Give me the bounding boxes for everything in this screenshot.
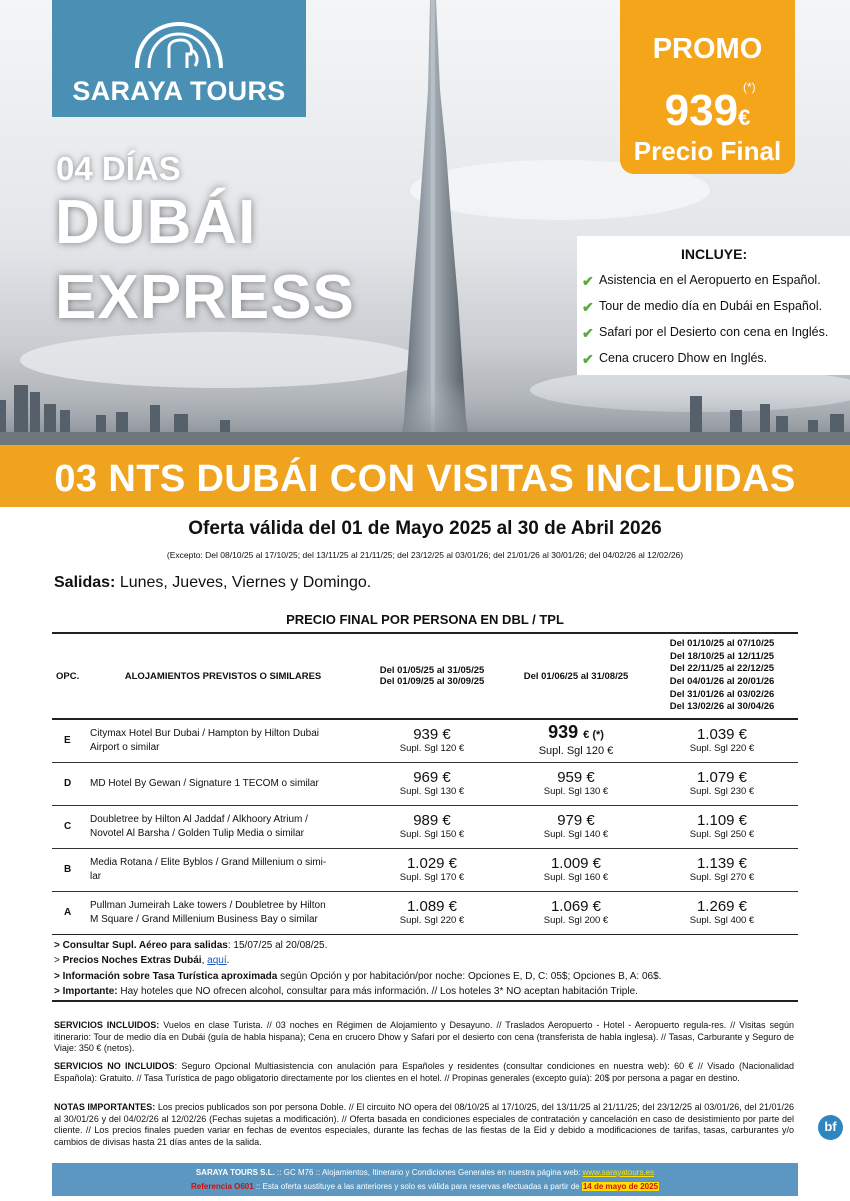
price-value: 1.069 € <box>550 898 602 915</box>
header-period2-line: Del 01/06/25 al 31/08/25 <box>523 670 629 682</box>
divider <box>52 1000 798 1002</box>
note-text: Hay hoteles que NO ofrecen alcohol, consultar para más información. // Los hoteles 3* NO aceptan habitación Triple. <box>117 985 638 997</box>
includes-item-text: Safari por el Desierto con cena en Inglés. <box>599 325 829 339</box>
departures <box>54 574 371 592</box>
note-label: > Importante: <box>54 985 118 997</box>
footer-line1 <box>52 1168 798 1177</box>
single-supplement: Supl. Sgl 220 € <box>689 743 755 755</box>
header-period1-line: Del 01/05/25 al 31/05/25 <box>379 665 485 676</box>
checkmark-icon: ✔ <box>582 351 594 367</box>
row-hotels <box>88 762 358 805</box>
price-cell <box>506 762 646 805</box>
header-period3-line: Del 13/02/26 al 30/04/26 <box>669 701 775 713</box>
tour-duration: 04 DÍAS <box>56 150 181 187</box>
price-value: 979 € <box>557 812 595 829</box>
hotel-line: Pullman Jumeirah Lake towers / Doubletree by Hilton <box>90 899 326 911</box>
includes-item <box>582 273 828 299</box>
note-label: Precios Noches Extras Dubái <box>62 955 202 967</box>
row-option: A <box>64 907 72 918</box>
header-period3-line: Del 22/11/25 al 22/12/25 <box>669 663 775 675</box>
includes-item <box>582 299 828 325</box>
important-notes <box>54 1102 794 1148</box>
includes-box <box>577 236 850 375</box>
price-value: 1.029 € <box>406 855 458 872</box>
fine-label: SERVICIOS NO INCLUIDOS <box>54 1061 175 1071</box>
services-not-included <box>54 1061 794 1084</box>
fine-text: Vuelos en clase Turista. // 03 noches en Régimen de Alojamiento y Desayuno. // Traslados Aeropuerto - Hotel - Aeropuerto regula-res. // Visitas según itinerario: Tour de medio día en Dubái (guía de habla hispana); Cena en crucero Dhow y Safari por el desierto con cena (transferista de habla inglesa). // Tasas, Carburante y Seguro de Viaje: 350 € (netos). <box>54 1020 794 1054</box>
note-end: . <box>226 955 230 967</box>
price-cell <box>358 805 506 848</box>
row-option: D <box>64 778 72 789</box>
tour-title-line1: DUBÁI <box>55 188 257 257</box>
row-hotels <box>88 848 358 891</box>
hotel-line: MD Hotel By Gewan / Signature 1 TECOM o similar <box>90 777 319 789</box>
validity-main: Oferta válida del 01 de Mayo 2025 al 30 de Abril 2026 <box>188 518 662 539</box>
hotel-line: Citymax Hotel Bur Dubai / Hampton by Hilton Dubai <box>90 727 319 739</box>
hotel-line: Airport o similar <box>90 741 160 753</box>
footer-text: :: GC M76 :: Alojamientos, Itinerario y Condiciones Generales en nuestra página web: <box>274 1168 583 1177</box>
hotel-line: Media Rotana / Elite Byblos / Grand Millenium o simi- <box>90 856 327 868</box>
checkmark-icon: ✔ <box>582 325 594 341</box>
price-value: 969 € <box>413 769 451 786</box>
footer-date: 14 de mayo de 2025 <box>582 1182 659 1191</box>
note-extra-nights <box>54 953 661 968</box>
single-supplement: Supl. Sgl 120 € <box>399 743 465 755</box>
promo-badge <box>620 0 795 174</box>
table-row <box>52 719 798 762</box>
price-table-header <box>52 633 798 719</box>
note-prefix: > <box>54 955 63 967</box>
hotel-line: M Square / Grand Millenium Business Bay o similar <box>90 913 318 925</box>
price-cell <box>646 762 798 805</box>
price-cell <box>506 891 646 934</box>
price-value: 1.109 € <box>696 812 748 829</box>
header-period3-line: Del 31/01/26 al 03/02/26 <box>669 688 775 700</box>
single-supplement: Supl. Sgl 140 € <box>543 829 609 840</box>
note-text: según Opción y por habitación/por noche: Opciones E, D, C: 05$; Opciones B, A: 06$. <box>277 970 662 982</box>
price-cell <box>646 805 798 848</box>
price-value: 939 € <box>413 726 451 744</box>
validity-exceptions: (Excepto: Del 08/10/25 al 17/10/25; del 13/11/25 al 21/11/25; del 23/12/25 al 03/01/26; del 21/01/26 al 30/01/26; del 04/02/26 al 12/02/26) <box>166 550 684 560</box>
price-cell <box>646 719 798 762</box>
price-value: 1.009 € <box>550 855 602 872</box>
single-supplement: Supl. Sgl 160 € <box>543 872 609 883</box>
header-period1 <box>358 633 506 719</box>
checkmark-icon: ✔ <box>582 273 594 289</box>
price-value: 1.139 € <box>696 855 748 872</box>
row-hotels <box>88 891 358 934</box>
includes-item-text: Cena crucero Dhow en Inglés. <box>599 351 768 365</box>
header-period3-line: Del 04/01/26 al 20/01/26 <box>669 676 775 687</box>
extra-nights-link[interactable]: aquí <box>207 955 227 967</box>
single-supplement: Supl. Sgl 230 € <box>689 786 755 797</box>
price-cell <box>646 891 798 934</box>
price-cell <box>358 719 506 762</box>
note-air-supplement <box>54 938 661 953</box>
price-cell <box>506 805 646 848</box>
notes-list <box>54 938 661 999</box>
footer-text: :: Esta oferta sustituye a las anteriores y solo es válida para reservas efectuadas a partir de <box>253 1182 582 1191</box>
fine-text: : Seguro Opcional Multiasistencia con anulación para Españoles y residentes (consultar condiciones en nuestra web): 60 € // Visado (Nacionalidad Española): Gratuito. // Tasa Turística de pago obligatorio directamente por los clientes en el hotel. // Propinas generales (excepto guía): 20$ por persona a pagar en destino. <box>54 1061 794 1083</box>
footer-company: SARAYA TOURS S.L. <box>195 1168 275 1177</box>
includes-item-text: Tour de medio día en Dubái en Español. <box>599 299 823 313</box>
price-cell <box>358 762 506 805</box>
price-value: 1.079 € <box>696 769 748 786</box>
price-value: 989 € <box>413 812 451 829</box>
price-table <box>52 632 798 935</box>
includes-list <box>582 273 828 377</box>
price-table-title: PRECIO FINAL POR PERSONA EN DBL / TPL <box>286 612 564 627</box>
single-supplement: Supl. Sgl 150 € <box>399 829 465 840</box>
header-hotels: ALOJAMIENTOS PREVISTOS O SIMILARES <box>124 670 322 682</box>
single-supplement: Supl. Sgl 120 € <box>538 745 614 758</box>
headline-banner: 03 NTS DUBÁI CON VISITAS INCLUIDAS <box>0 445 850 507</box>
price-value: 959 € <box>557 769 595 786</box>
fine-text: Los precios publicados son por persona Doble. // El circuito NO opera del 08/10/25 al 17/10/25, del 13/11/25 al 21/11/25; del 23/12/25 al 03/01/26, del 21/01/26 al 30/01/26 y del 04/02/26 al 12/02/26 (Fechas sujetas a modificación). // Oferta basada en condiciones especiales de contratación y cancelación en caso de desistimiento por parte del cliente. // Los precios finales pueden variar en fechas de eventos especiales, durante las fechas de las fiestas de la Eid y debido a modificaciones de tarifas, tasas, carburantes y/o cambios de divisas hasta 21 días antes de la salida. <box>54 1102 794 1147</box>
hotel-line: Novotel Al Barsha / Golden Tulip Media o similar <box>90 827 304 839</box>
price-cell <box>506 848 646 891</box>
row-option: B <box>64 864 72 875</box>
promo-label: PROMO <box>652 33 763 65</box>
tour-title-line2: EXPRESS <box>55 263 355 332</box>
price-value <box>506 724 646 743</box>
footer-website-link[interactable]: www.sarayatours.es <box>582 1168 655 1177</box>
brand-name: SARAYA TOURS <box>72 76 286 106</box>
footer-reference: Referencia O601 <box>190 1182 254 1191</box>
note-text: : 15/07/25 al 20/08/25. <box>227 940 328 951</box>
single-supplement: Supl. Sgl 200 € <box>543 915 609 926</box>
row-option: E <box>64 735 71 747</box>
price-value: 1.089 € <box>406 898 458 915</box>
price-cell <box>358 891 506 934</box>
services-included <box>54 1020 794 1055</box>
single-supplement: Supl. Sgl 270 € <box>689 872 755 883</box>
price-value: 1.269 € <box>696 898 748 915</box>
promo-asterisk: (*) <box>743 80 756 94</box>
row-hotels <box>88 719 358 762</box>
header-period3-line: Del 18/10/25 al 12/11/25 <box>669 650 775 662</box>
fine-label: SERVICIOS INCLUIDOS: <box>54 1020 160 1030</box>
table-row <box>52 762 798 805</box>
single-supplement: Supl. Sgl 130 € <box>543 786 609 797</box>
header-period3-line: Del 01/10/25 al 07/10/25 <box>669 638 775 650</box>
includes-item-text: Asistencia en el Aeropuerto en Español. <box>599 273 821 287</box>
single-supplement: Supl. Sgl 130 € <box>399 786 465 797</box>
footer-bar <box>52 1163 798 1196</box>
header-period2 <box>506 633 646 719</box>
header-period3 <box>646 633 798 719</box>
header-opc: OPC. <box>56 670 80 682</box>
note-tourist-tax <box>54 969 661 984</box>
promo-currency: € <box>738 105 751 130</box>
single-supplement: Supl. Sgl 250 € <box>689 829 755 840</box>
promo-price-value: 939 <box>664 86 739 135</box>
departures-value: Lunes, Jueves, Viernes y Domingo. <box>119 574 372 591</box>
header-period1-line: Del 01/09/25 al 30/09/25 <box>379 676 485 687</box>
fine-label: NOTAS IMPORTANTES: <box>54 1102 156 1112</box>
note-important <box>54 984 661 999</box>
price-cell-highlight <box>506 719 646 762</box>
includes-item <box>582 325 828 351</box>
note-label: > Información sobre Tasa Turística aproximada <box>54 970 278 982</box>
hotel-line: Doubletree by Hilton Al Jaddaf / Alkhoory Atrium / <box>90 813 308 825</box>
single-supplement: Supl. Sgl 220 € <box>399 915 465 926</box>
price-cell <box>358 848 506 891</box>
single-supplement: Supl. Sgl 170 € <box>399 872 465 883</box>
note-separator: , <box>201 955 208 967</box>
row-hotels <box>88 805 358 848</box>
price-suffix: € (*) <box>583 729 604 742</box>
row-option: C <box>64 821 72 832</box>
brand-logo[interactable] <box>52 0 306 117</box>
price-value: 1.039 € <box>696 726 748 744</box>
checkmark-icon: ✔ <box>582 299 594 315</box>
note-label: > Consultar Supl. Aéreo para salidas <box>54 940 228 951</box>
single-supplement: Supl. Sgl 400 € <box>689 915 755 926</box>
hotel-line: lar <box>90 870 102 882</box>
departures-label: Salidas: <box>54 574 116 591</box>
table-row <box>52 805 798 848</box>
hero-image <box>0 0 850 445</box>
includes-title: INCLUYE: <box>681 246 748 262</box>
price-number: 939 <box>548 722 579 743</box>
footer-line2 <box>52 1182 798 1191</box>
bf-badge-icon[interactable]: bf <box>818 1115 843 1140</box>
table-row <box>52 891 798 934</box>
promo-caption: Precio Final <box>633 136 782 166</box>
promo-price <box>620 86 795 136</box>
includes-item <box>582 351 828 377</box>
elephant-arch-icon <box>131 20 227 72</box>
price-cell <box>646 848 798 891</box>
table-row <box>52 848 798 891</box>
